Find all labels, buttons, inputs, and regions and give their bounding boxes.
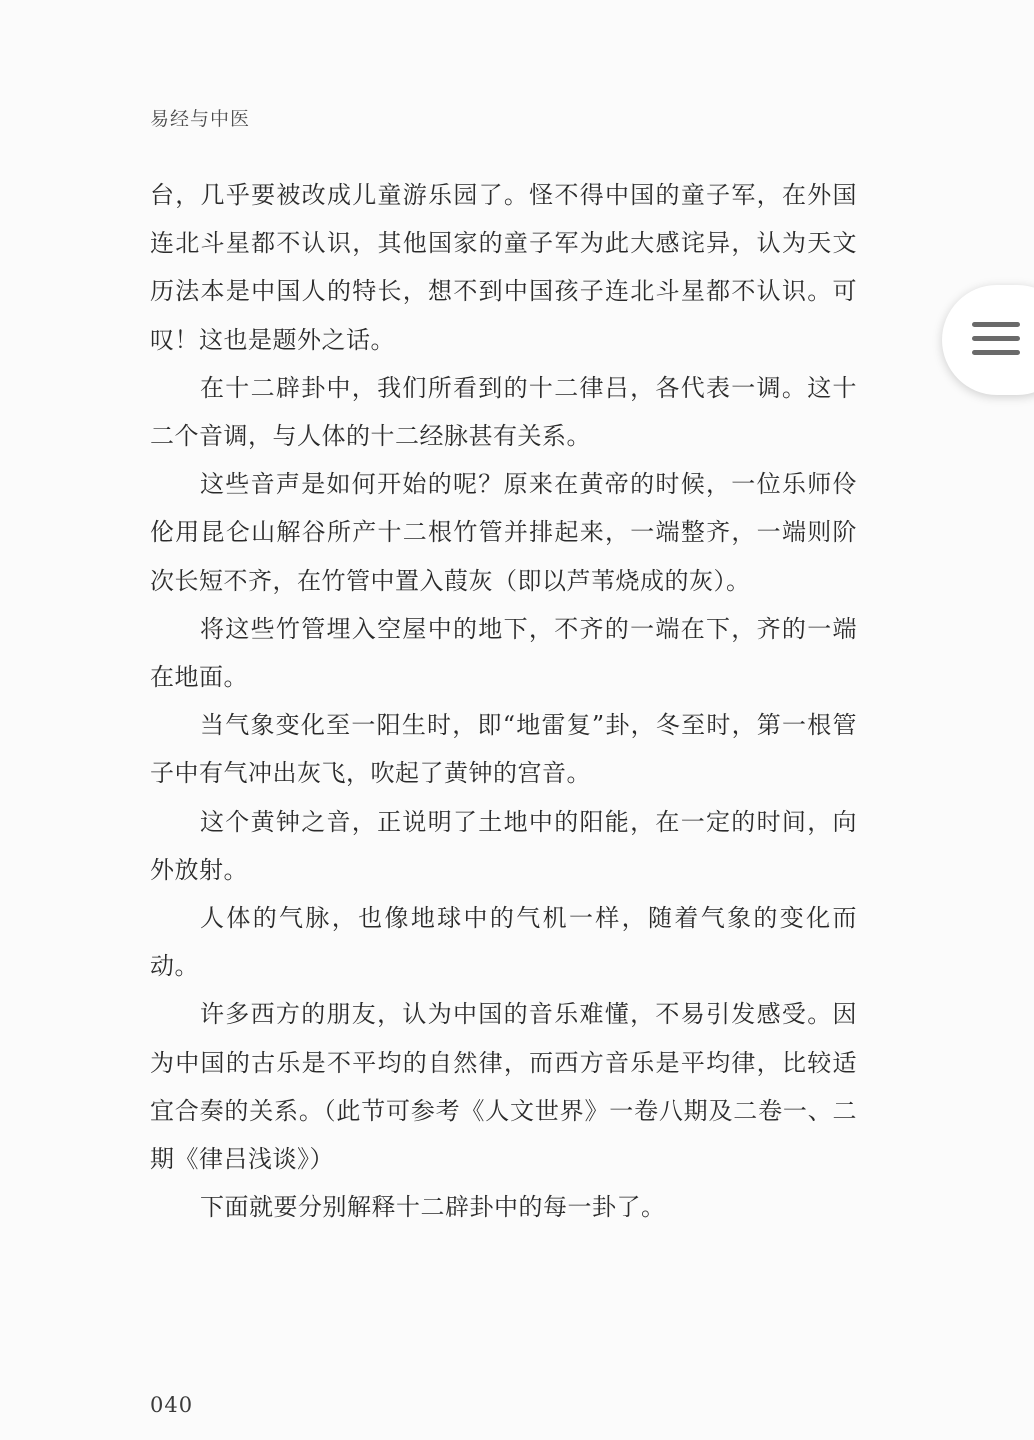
paragraph: 这些音声是如何开始的呢？原来在黄帝的时候，一位乐师伶伦用昆仑山解谷所产十二根竹管并排起来，一端整齐，一端则阶次长短不齐，在竹管中置入葭灰（即以芦苇烧成的灰）。 bbox=[150, 470, 857, 595]
paragraph: 下面就要分别解释十二辟卦中的每一卦了。 bbox=[200, 1193, 666, 1222]
paragraph: 这个黄钟之音，正说明了土地中的阳能，在一定的时间，向外放射。 bbox=[150, 807, 857, 884]
paragraph: 将这些竹管埋入空屋中的地下，不齐的一端在下，齐的一端在地面。 bbox=[150, 614, 857, 692]
hamburger-menu-icon bbox=[972, 322, 1020, 356]
body-text bbox=[150, 171, 857, 1231]
paragraph: 许多西方的朋友，认为中国的音乐难懂，不易引发感受。因为中国的古乐是不平均的自然律，而西方音乐是平均律，比较适宜合奏的关系。（此节可参考《人文世界》一卷八期及二卷一、二期《律吕浅谈》） bbox=[150, 1000, 857, 1174]
paragraph: 台，几乎要被改成儿童游乐园了。怪不得中国的童子军，在外国连北斗星都不认识，其他国家的童子军为此大感诧异，认为天文历法本是中国人的特长，想不到中国孩子连北斗星都不认识。可叹！这也是题外之话。 bbox=[150, 181, 857, 354]
paragraph: 当气象变化至一阳生时，即“地雷复”卦，冬至时，第一根管子中有气冲出灰飞，吹起了黄钟的宫音。 bbox=[150, 711, 857, 788]
paragraph: 在十二辟卦中，我们所看到的十二律吕，各代表一调。这十二个音调，与人体的十二经脉甚有关系。 bbox=[150, 373, 857, 451]
running-header: 易经与中医 bbox=[150, 108, 251, 130]
paragraph: 人体的气脉，也像地球中的气机一样，随着气象的变化而动。 bbox=[150, 904, 857, 981]
floating-menu-button[interactable] bbox=[942, 285, 1034, 395]
page-number: 040 bbox=[150, 1393, 194, 1417]
